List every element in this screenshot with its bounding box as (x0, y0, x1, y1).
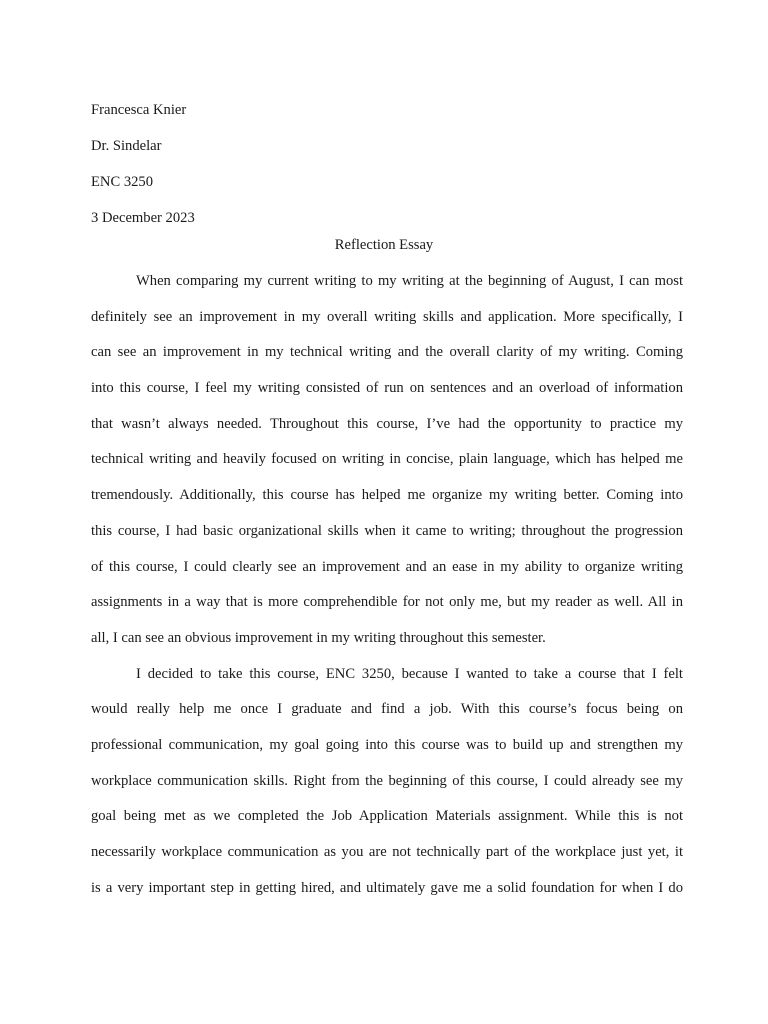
instructor-name: Dr. Sindelar (91, 138, 162, 154)
paragraph (91, 264, 683, 657)
paragraph-line: professional communication, my goal going into this course was to build up and strengthen my (91, 736, 683, 753)
paragraph-line: tremendously. Additionally, this course has helped me organize my writing better. Coming into (91, 487, 683, 504)
essay-body (91, 264, 683, 906)
paragraph-line: this course, I had basic organizational skills when it came to writing; throughout the progression (91, 522, 683, 539)
paragraph-line: goal being met as we completed the Job Application Materials assignment. While this is not (91, 808, 683, 825)
paragraph-line: into this course, I feel my writing consisted of run on sentences and an overload of information (91, 380, 683, 397)
paragraph-line: all, I can see an obvious improvement in my writing throughout this semester. (91, 629, 546, 646)
essay-date: 3 December 2023 (91, 210, 195, 226)
paragraph-line: definitely see an improvement in my overall writing skills and application. More specifically, I (91, 308, 683, 325)
paragraph-line: assignments in a way that is more comprehendible for not only me, but my reader as well. All in (91, 594, 683, 611)
author-name: Francesca Knier (91, 102, 187, 118)
paragraph-line: I decided to take this course, ENC 3250, because I wanted to take a course that I felt (136, 665, 683, 682)
paragraph-line: When comparing my current writing to my writing at the beginning of August, I can most (136, 273, 683, 289)
paragraph-line: that wasn’t always needed. Throughout this course, I’ve had the opportunity to practice my (91, 415, 683, 432)
paragraph-line: of this course, I could clearly see an improvement and an ease in my ability to organize writing (91, 558, 683, 575)
paragraph-line: would really help me once I graduate and find a job. With this course’s focus being on (91, 701, 683, 718)
paragraph-line: can see an improvement in my technical writing and the overall clarity of my writing. Coming (91, 344, 683, 361)
essay-title: Reflection Essay (334, 237, 434, 253)
paragraph-line: necessarily workplace communication as you are not technically part of the workplace just yet, it (91, 844, 683, 860)
course-code: ENC 3250 (91, 174, 154, 190)
paragraph-line: technical writing and heavily focused on writing in concise, plain language, which has helped me (91, 451, 683, 468)
paragraph-line: is a very important step in getting hired, and ultimately gave me a solid foundation for when I do (91, 879, 683, 896)
paragraph-line: workplace communication skills. Right from the beginning of this course, I could already see my (91, 772, 683, 789)
mla-heading (91, 92, 195, 236)
paragraph (91, 657, 683, 907)
